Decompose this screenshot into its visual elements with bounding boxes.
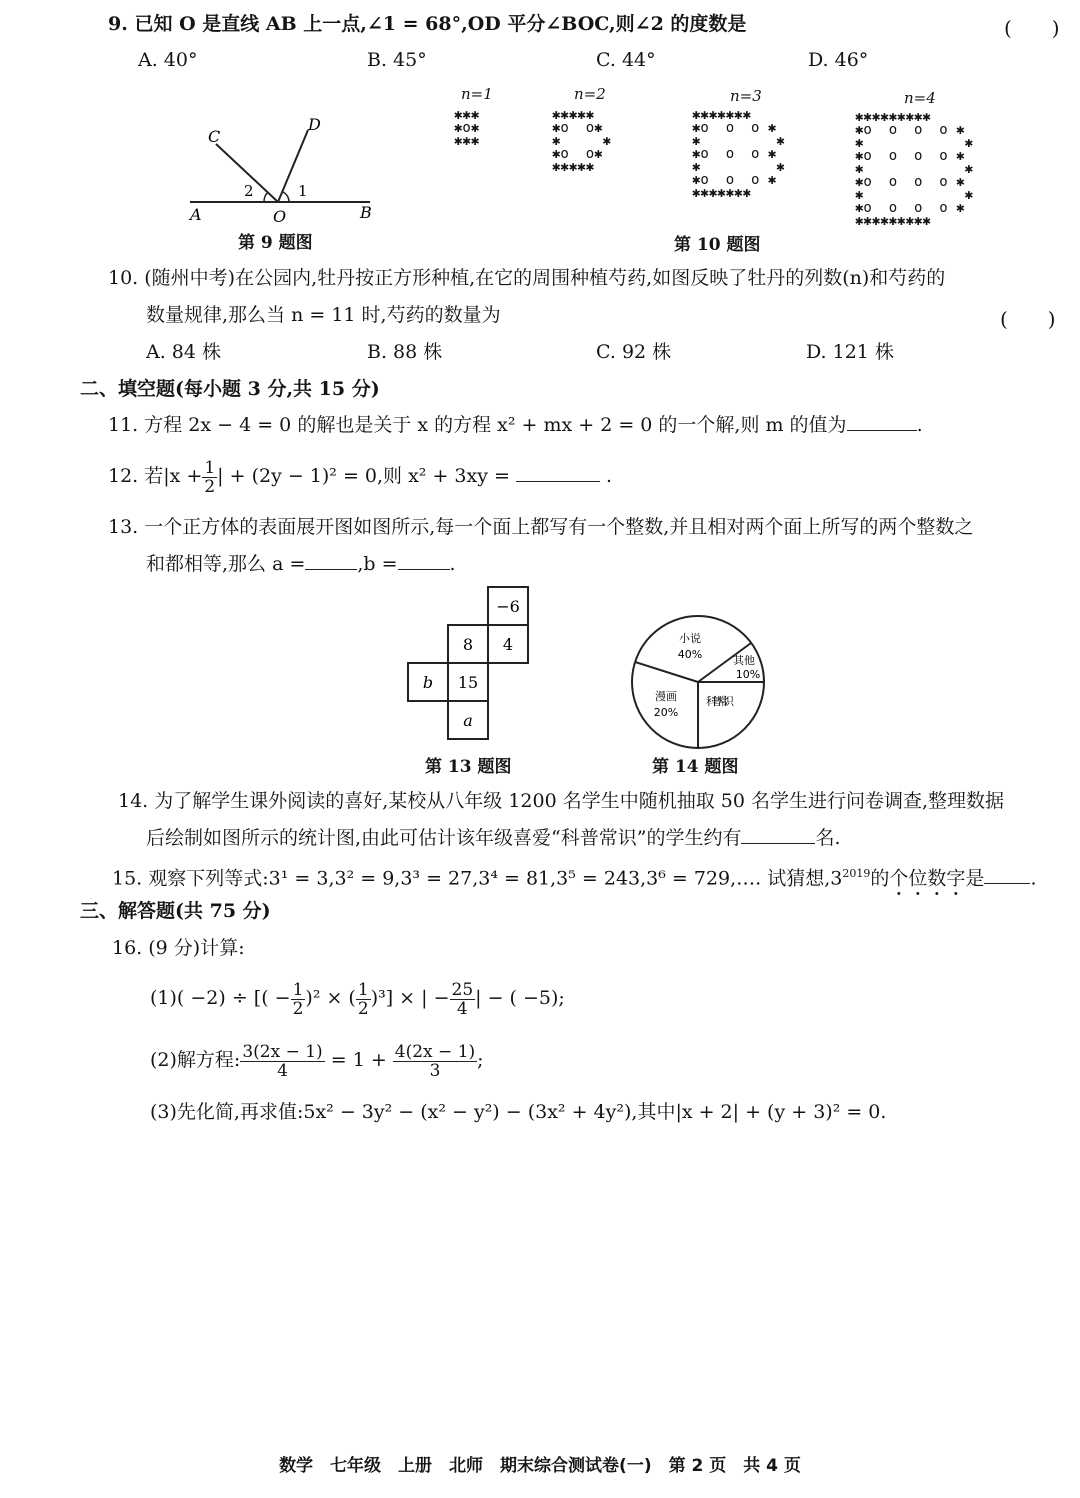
q16-p2-c: ; <box>477 1049 484 1071</box>
slice-comic-label: 漫画 <box>655 690 677 703</box>
q9-option-c: C. 44° <box>596 49 656 71</box>
section2-heading: 二、填空题(每小题 3 分,共 15 分) <box>80 378 380 400</box>
q16-p1-f2-den: 2 <box>357 998 369 1019</box>
q13-end: . <box>449 553 456 575</box>
label-c: C <box>208 127 221 146</box>
q16-p1-f3-num: 25 <box>451 979 474 1000</box>
q12-post: | + (2y − 1)² = 0,则 x² + 3xy = <box>217 465 510 487</box>
q16-p1-f1-num: 1 <box>292 979 304 1000</box>
slice-novel-value: 40% <box>677 648 703 661</box>
q16-p1-frac2 <box>356 981 371 1018</box>
section3-heading: 三、解答题(共 75 分) <box>80 900 271 922</box>
slice-science-label: 科普常识 <box>706 695 734 708</box>
q14-answer-blank[interactable] <box>741 843 815 844</box>
q16-p2-a: (2)解方程: <box>150 1049 241 1071</box>
q16-part2 <box>150 1040 484 1080</box>
q16-p2-b: = 1 + <box>330 1049 387 1071</box>
q9-option-d: D. 46° <box>808 49 869 71</box>
q15-post: 是 <box>965 867 985 890</box>
cell-neg6: −6 <box>496 597 520 616</box>
q16-p1-f1-den: 2 <box>292 998 304 1019</box>
q13-caption: 第 13 题图 <box>425 757 512 777</box>
q13-cube-net <box>405 585 535 745</box>
q14-text-a: 后绘制如图所示的统计图,由此可估计该年级喜爱“科普常识”的学生约有 <box>146 827 742 849</box>
q15-emphasis: 个位数字 <box>889 867 966 890</box>
q16-p2-f1-num: 3(2x − 1) <box>242 1041 323 1062</box>
q9-option-b: B. 45° <box>367 49 427 71</box>
q13-line2 <box>146 552 456 576</box>
q16-head: 16. (9 分)计算: <box>112 937 245 959</box>
q9-figure <box>180 110 390 230</box>
label-d: D <box>308 115 321 134</box>
q16-p1-f2-num: 1 <box>357 979 369 1000</box>
cell-15: 15 <box>457 673 479 692</box>
q14-line1: 14. 为了解学生课外阅读的喜好,某校从八年级 1200 名学生中随机抽取 50 名学生进行问卷调查,整理数据 <box>118 790 1005 812</box>
q13-text-b: ,b = <box>357 553 398 575</box>
slice-other-label: 其他 <box>733 654 755 667</box>
label-angle-2: 2 <box>244 182 254 200</box>
fig10-label-n1: n=1 <box>461 85 493 103</box>
q16-p2-f2-num: 4(2x − 1) <box>394 1041 476 1062</box>
q15-answer-blank[interactable] <box>984 883 1030 884</box>
q13-b-blank[interactable] <box>398 569 450 570</box>
fig10-label-n3: n=3 <box>730 87 762 105</box>
q15-exponent: 2019 <box>842 867 871 880</box>
q11-text: 11. 方程 2x − 4 = 0 的解也是关于 x 的方程 x² + mx + 2 = 0 的一个解,则 m 的值为 . <box>108 414 923 436</box>
q16-p1-frac3 <box>450 981 476 1018</box>
q10-option-c: C. 92 株 <box>596 341 672 363</box>
fig10-label-n4: n=4 <box>904 89 936 107</box>
label-angle-1: 1 <box>298 182 308 200</box>
q10-caption: 第 10 题图 <box>674 235 761 255</box>
q16-p1-c: )³] × | − <box>370 987 450 1009</box>
q15-end: . <box>1030 867 1037 890</box>
q13-a-blank[interactable] <box>305 569 357 570</box>
fig10-label-n2: n=2 <box>574 85 606 103</box>
q12-pre: 12. 若|x + <box>108 465 203 487</box>
q14-caption: 第 14 题图 <box>652 757 739 777</box>
q16-p1-b: )² × ( <box>305 987 356 1009</box>
q10-line2: 数量规律,那么当 n = 11 时,芍药的数量为 <box>146 304 501 326</box>
label-a: A <box>190 205 202 224</box>
q12-text <box>108 458 612 496</box>
cell-8: 8 <box>462 635 474 654</box>
q10-option-a: A. 84 株 <box>146 341 222 363</box>
q14-line2 <box>146 826 841 850</box>
label-o: O <box>273 207 287 226</box>
q16-p1-d: | − ( −5); <box>475 987 565 1009</box>
pie-divider-4 <box>635 662 698 682</box>
q16-part3: (3)先化简,再求值:5x² − 3y² − (x² − y²) − (3x² + 4y²),其中|x + 2| + (y + 3)² = 0. <box>150 1101 887 1123</box>
q15-text <box>112 862 1036 900</box>
q16-part1 <box>150 978 565 1018</box>
q9-stem: 9. 已知 O 是直线 AB 上一点,∠1 = 68°,OD 平分∠BOC,则∠2 的度数是 <box>108 13 747 35</box>
q11-stem: 11. 方程 2x − 4 = 0 的解也是关于 x 的方程 x² + mx + 2 = 0 的一个解,则 m 的值为 <box>108 414 847 436</box>
q16-p1-f3-den: 4 <box>456 998 468 1019</box>
fig10-pattern-n4: ✱✱✱✱✱✱✱✱✱ ✱o o o o ✱ ✱ ✱ ✱o o o o ✱ ✱ ✱ ✱o o o o ✱ ✱ ✱ ✱o o o o ✱ ✱✱✱✱✱✱✱✱✱ <box>855 109 974 229</box>
q15-mid: 的 <box>870 867 890 890</box>
q16-p2-f2-den: 3 <box>429 1060 441 1081</box>
q11-answer-blank[interactable] <box>847 430 917 431</box>
cell-a: a <box>463 711 473 730</box>
slice-comic-value: 20% <box>653 706 679 719</box>
q16-p2-f1-den: 4 <box>277 1060 288 1081</box>
angle-1-arc <box>283 192 289 202</box>
cell-b: b <box>422 673 434 692</box>
q12-answer-blank[interactable] <box>516 481 600 482</box>
q10-line1: 10. (随州中考)在公园内,牡丹按正方形种植,在它的周围种植芍药,如图反映了牡丹的列数(n)和芍药的 <box>108 267 946 289</box>
q10-answer-paren: ( ) <box>1000 307 1056 331</box>
slice-other-value: 10% <box>735 668 761 681</box>
q16-p2-frac1 <box>240 1043 324 1080</box>
q10-option-d: D. 121 株 <box>806 341 894 363</box>
q16-p2-frac2 <box>393 1043 477 1080</box>
page-footer: 数学 七年级 上册 北师 期末综合测试卷(一) 第 2 页 共 4 页 <box>279 1456 801 1476</box>
slice-novel-label: 小说 <box>679 632 701 645</box>
q13-line1: 13. 一个正方体的表面展开图如图所示,每一个面上都写有一个整数,并且相对两个面上所写的两个整数之 <box>108 516 974 538</box>
fig10-pattern-n1: ✱✱✱ ✱o✱ ✱✱✱ <box>454 107 480 149</box>
q12-fraction <box>202 459 217 496</box>
q16-p1-a: (1)( −2) ÷ [( − <box>150 987 291 1009</box>
q16-p1-frac1 <box>291 981 306 1018</box>
fig10-pattern-n3: ✱✱✱✱✱✱✱ ✱o o o ✱ ✱ ✱ ✱o o o ✱ ✱ ✱ ✱o o o ✱ ✱✱✱✱✱✱✱ <box>692 107 785 201</box>
q12-frac-den: 2 <box>204 476 216 497</box>
angle-2-arc <box>264 192 268 202</box>
q9-option-a: A. 40° <box>138 49 198 71</box>
q12-frac-num: 1 <box>204 457 216 478</box>
q15-pre: 15. 观察下列等式:3¹ = 3,3² = 9,3³ = 27,3⁴ = 81,3⁵ = 243,3⁶ = 729,…. 试猜想,3 <box>112 867 843 890</box>
cell-4: 4 <box>502 635 514 654</box>
q14-text-b: 名. <box>815 827 841 849</box>
q12-end: . <box>606 465 613 487</box>
q9-answer-paren: ( ) <box>1004 16 1060 40</box>
fig10-pattern-n2: ✱✱✱✱✱ ✱o o✱ ✱ ✱ ✱o o✱ ✱✱✱✱✱ <box>552 107 612 175</box>
q10-option-b: B. 88 株 <box>367 341 443 363</box>
label-b: B <box>360 203 372 222</box>
q9-caption: 第 9 题图 <box>238 233 313 253</box>
q13-text-a: 和都相等,那么 a = <box>146 553 306 575</box>
q14-pie-chart <box>628 612 770 754</box>
